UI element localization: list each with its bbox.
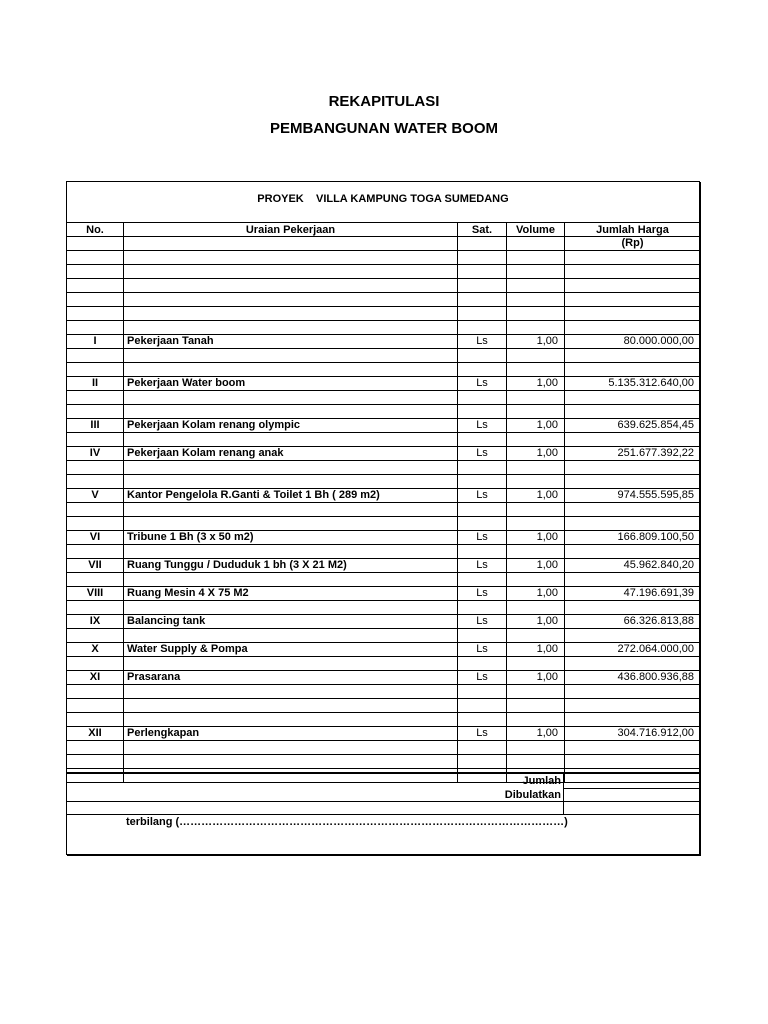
empty-row: [67, 475, 701, 489]
row-number: [67, 685, 124, 699]
row-number: X: [67, 643, 124, 657]
empty-row: [67, 629, 701, 643]
empty-row: [67, 545, 701, 559]
row-number: XII: [67, 727, 124, 741]
row-unit: [458, 293, 507, 307]
row-unit: Ls: [458, 615, 507, 629]
row-volume: [507, 475, 565, 489]
row-amount: 5.135.312.640,00: [565, 377, 701, 391]
row-volume: 1,00: [507, 587, 565, 601]
row-number: V: [67, 489, 124, 503]
row-volume: [507, 279, 565, 293]
row-description: Water Supply & Pompa: [124, 643, 458, 657]
empty-row: [67, 279, 701, 293]
row-volume: [507, 321, 565, 335]
row-unit: Ls: [458, 377, 507, 391]
row-unit: [458, 503, 507, 517]
row-number: [67, 699, 124, 713]
row-amount: [565, 251, 701, 265]
row-description: [124, 475, 458, 489]
row-amount: [565, 391, 701, 405]
row-volume: 1,00: [507, 615, 565, 629]
col-header-no-label: No.: [86, 224, 104, 236]
row-volume: [507, 601, 565, 615]
jumlah-label: Jumlah: [522, 775, 561, 787]
row-unit: [458, 601, 507, 615]
row-number: [67, 251, 124, 265]
row-unit: [458, 265, 507, 279]
row-amount: [565, 601, 701, 615]
row-unit: [458, 433, 507, 447]
row-description: [124, 433, 458, 447]
row-unit: [458, 741, 507, 755]
row-number: [67, 503, 124, 517]
table-row: [67, 671, 701, 685]
row-volume: [507, 391, 565, 405]
row-amount: [565, 307, 701, 321]
empty-row: [67, 573, 701, 587]
row-amount: [565, 461, 701, 475]
row-volume: [507, 363, 565, 377]
row-description: [124, 363, 458, 377]
row-unit: [458, 657, 507, 671]
row-description: [124, 741, 458, 755]
empty-row: [67, 321, 701, 335]
col-header-uraian: [124, 223, 458, 237]
row-amount: [565, 363, 701, 377]
empty-row: [67, 293, 701, 307]
terbilang-label: terbilang (……………………………………………………………………………………………): [126, 816, 568, 828]
row-description: Prasarana: [124, 671, 458, 685]
row-amount: [565, 475, 701, 489]
row-volume: [507, 503, 565, 517]
empty-row: [67, 713, 701, 727]
row-number: [67, 657, 124, 671]
row-volume: 1,00: [507, 727, 565, 741]
row-description: [124, 713, 458, 727]
empty-row: [67, 349, 701, 363]
row-number: [67, 391, 124, 405]
row-unit: Ls: [458, 531, 507, 545]
col-header-sat-sub: [458, 237, 507, 251]
col-header-sat: [458, 223, 507, 237]
row-description: Perlengkapan: [124, 727, 458, 741]
row-unit: [458, 251, 507, 265]
table-row: [67, 559, 701, 573]
col-header-volume-label: Volume: [516, 224, 555, 236]
row-number: [67, 601, 124, 615]
row-number: [67, 321, 124, 335]
empty-row: [67, 391, 701, 405]
row-unit: Ls: [458, 671, 507, 685]
row-amount: 66.326.813,88: [565, 615, 701, 629]
table-row: [67, 531, 701, 545]
row-volume: 1,00: [507, 671, 565, 685]
col-header-jumlah-label: Jumlah Harga: [596, 224, 669, 236]
row-number: [67, 461, 124, 475]
table-row: [67, 447, 701, 461]
row-amount: 304.716.912,00: [565, 727, 701, 741]
row-unit: [458, 391, 507, 405]
empty-row: [67, 503, 701, 517]
row-number: [67, 265, 124, 279]
row-amount: [565, 405, 701, 419]
row-unit: [458, 349, 507, 363]
row-description: [124, 685, 458, 699]
row-unit: [458, 307, 507, 321]
row-description: [124, 349, 458, 363]
row-amount: 251.677.392,22: [565, 447, 701, 461]
empty-row: [67, 741, 701, 755]
row-number: [67, 405, 124, 419]
row-volume: 1,00: [507, 559, 565, 573]
row-volume: [507, 293, 565, 307]
row-unit: [458, 475, 507, 489]
row-amount: [565, 503, 701, 517]
col-header-jumlah: [565, 223, 701, 237]
row-unit: [458, 279, 507, 293]
table-row: [67, 419, 701, 433]
row-volume: 1,00: [507, 489, 565, 503]
row-number: [67, 279, 124, 293]
row-description: Ruang Tunggu / Dududuk 1 bh (3 X 21 M2): [124, 559, 458, 573]
row-amount: 45.962.840,20: [565, 559, 701, 573]
row-unit: Ls: [458, 643, 507, 657]
header-row-2: [67, 237, 701, 251]
row-description: Tribune 1 Bh (3 x 50 m2): [124, 531, 458, 545]
row-amount: [565, 741, 701, 755]
row-unit: Ls: [458, 587, 507, 601]
summary-section: [66, 772, 700, 855]
row-number: VII: [67, 559, 124, 573]
row-unit: [458, 629, 507, 643]
empty-row: [67, 685, 701, 699]
document-title: REKAPITULASI: [328, 93, 440, 110]
row-amount: [565, 545, 701, 559]
col-header-no: [67, 223, 124, 237]
row-volume: [507, 741, 565, 755]
row-number: [67, 363, 124, 377]
row-volume: [507, 755, 565, 769]
row-number: [67, 545, 124, 559]
row-description: [124, 293, 458, 307]
row-description: [124, 657, 458, 671]
row-volume: 1,00: [507, 531, 565, 545]
col-header-uraian-label: Uraian Pekerjaan: [245, 224, 336, 236]
row-volume: [507, 265, 565, 279]
project-name: PROYEK VILLA KAMPUNG TOGA SUMEDANG: [257, 193, 509, 205]
row-amount: 639.625.854,45: [565, 419, 701, 433]
col-header-rp: [565, 237, 701, 251]
table-row: [67, 377, 701, 391]
row-description: [124, 251, 458, 265]
row-number: III: [67, 419, 124, 433]
row-description: Kantor Pengelola R.Ganti & Toilet 1 Bh ( 289 m2): [124, 489, 458, 503]
row-number: [67, 629, 124, 643]
table-row: [67, 489, 701, 503]
row-volume: [507, 699, 565, 713]
summary-line: [66, 814, 700, 815]
row-amount: [565, 265, 701, 279]
row-number: [67, 433, 124, 447]
header-row: [67, 223, 701, 237]
row-volume: [507, 685, 565, 699]
row-amount: [565, 517, 701, 531]
row-amount: [565, 349, 701, 363]
empty-row: [67, 433, 701, 447]
empty-row: [67, 657, 701, 671]
row-unit: Ls: [458, 419, 507, 433]
summary-line: [563, 788, 700, 789]
row-amount: [565, 629, 701, 643]
row-amount: [565, 293, 701, 307]
row-number: IX: [67, 615, 124, 629]
row-volume: [507, 713, 565, 727]
row-amount: [565, 755, 701, 769]
row-unit: [458, 685, 507, 699]
row-volume: [507, 573, 565, 587]
row-number: IV: [67, 447, 124, 461]
row-unit: Ls: [458, 447, 507, 461]
row-unit: [458, 573, 507, 587]
row-unit: [458, 517, 507, 531]
row-amount: [565, 699, 701, 713]
row-number: [67, 293, 124, 307]
row-description: [124, 517, 458, 531]
row-number: [67, 755, 124, 769]
row-number: [67, 307, 124, 321]
table-row: [67, 587, 701, 601]
row-number: [67, 741, 124, 755]
table-row: [67, 727, 701, 741]
row-number: II: [67, 377, 124, 391]
row-amount: 166.809.100,50: [565, 531, 701, 545]
row-number: I: [67, 335, 124, 349]
row-unit: Ls: [458, 559, 507, 573]
row-volume: [507, 251, 565, 265]
row-description: Pekerjaan Kolam renang anak: [124, 447, 458, 461]
row-number: VIII: [67, 587, 124, 601]
row-volume: [507, 349, 565, 363]
row-description: [124, 755, 458, 769]
row-volume: 1,00: [507, 335, 565, 349]
row-unit: [458, 713, 507, 727]
row-description: Pekerjaan Water boom: [124, 377, 458, 391]
row-description: [124, 503, 458, 517]
row-number: [67, 349, 124, 363]
row-amount: 80.000.000,00: [565, 335, 701, 349]
row-description: [124, 321, 458, 335]
row-amount: 47.196.691,39: [565, 587, 701, 601]
row-description: [124, 405, 458, 419]
document-subtitle: PEMBANGUNAN WATER BOOM: [269, 120, 499, 137]
row-description: Ruang Mesin 4 X 75 M2: [124, 587, 458, 601]
row-number: [67, 573, 124, 587]
table-row: [67, 615, 701, 629]
row-volume: [507, 307, 565, 321]
row-amount: [565, 573, 701, 587]
summary-line: [66, 801, 700, 802]
row-unit: [458, 405, 507, 419]
row-number: [67, 517, 124, 531]
table-row: [67, 643, 701, 657]
row-unit: Ls: [458, 489, 507, 503]
empty-row: [67, 699, 701, 713]
row-volume: [507, 405, 565, 419]
empty-row: [67, 405, 701, 419]
row-number: [67, 713, 124, 727]
summary-divider: [563, 774, 564, 814]
row-amount: 436.800.936,88: [565, 671, 701, 685]
empty-row: [67, 601, 701, 615]
row-amount: 974.555.595,85: [565, 489, 701, 503]
row-amount: [565, 657, 701, 671]
dibulatkan-label: Dibulatkan: [504, 789, 561, 801]
row-number: XI: [67, 671, 124, 685]
empty-row: [67, 517, 701, 531]
row-description: Pekerjaan Kolam renang olympic: [124, 419, 458, 433]
col-header-rp-label: (Rp): [621, 237, 644, 249]
row-description: [124, 265, 458, 279]
col-header-uraian-sub: [124, 237, 458, 251]
row-description: [124, 279, 458, 293]
row-volume: [507, 461, 565, 475]
row-volume: [507, 517, 565, 531]
row-volume: 1,00: [507, 377, 565, 391]
row-number: [67, 475, 124, 489]
row-volume: [507, 657, 565, 671]
row-volume: [507, 545, 565, 559]
empty-row: [67, 251, 701, 265]
row-unit: Ls: [458, 335, 507, 349]
row-volume: 1,00: [507, 447, 565, 461]
row-unit: [458, 545, 507, 559]
row-description: [124, 601, 458, 615]
row-description: [124, 699, 458, 713]
row-unit: Ls: [458, 727, 507, 741]
row-description: [124, 391, 458, 405]
row-description: Balancing tank: [124, 615, 458, 629]
row-number: VI: [67, 531, 124, 545]
row-volume: 1,00: [507, 419, 565, 433]
empty-row: [67, 307, 701, 321]
row-volume: [507, 629, 565, 643]
row-amount: [565, 279, 701, 293]
row-volume: 1,00: [507, 643, 565, 657]
row-unit: [458, 699, 507, 713]
row-unit: [458, 363, 507, 377]
col-header-volume-sub: [507, 237, 565, 251]
row-description: Pekerjaan Tanah: [124, 335, 458, 349]
col-header-volume: [507, 223, 565, 237]
row-description: [124, 545, 458, 559]
row-unit: [458, 461, 507, 475]
row-description: [124, 629, 458, 643]
row-unit: [458, 321, 507, 335]
empty-row: [67, 461, 701, 475]
row-amount: [565, 433, 701, 447]
row-description: [124, 307, 458, 321]
table-row: [67, 335, 701, 349]
empty-row: [67, 265, 701, 279]
empty-row: [67, 755, 701, 769]
row-amount: 272.064.000,00: [565, 643, 701, 657]
row-amount: [565, 713, 701, 727]
col-header-no-sub: [67, 237, 124, 251]
row-amount: [565, 321, 701, 335]
row-description: [124, 461, 458, 475]
row-volume: [507, 433, 565, 447]
empty-row: [67, 363, 701, 377]
row-amount: [565, 685, 701, 699]
row-description: [124, 573, 458, 587]
recap-table: [66, 222, 701, 783]
row-unit: [458, 755, 507, 769]
col-header-sat-label: Sat.: [471, 224, 493, 236]
